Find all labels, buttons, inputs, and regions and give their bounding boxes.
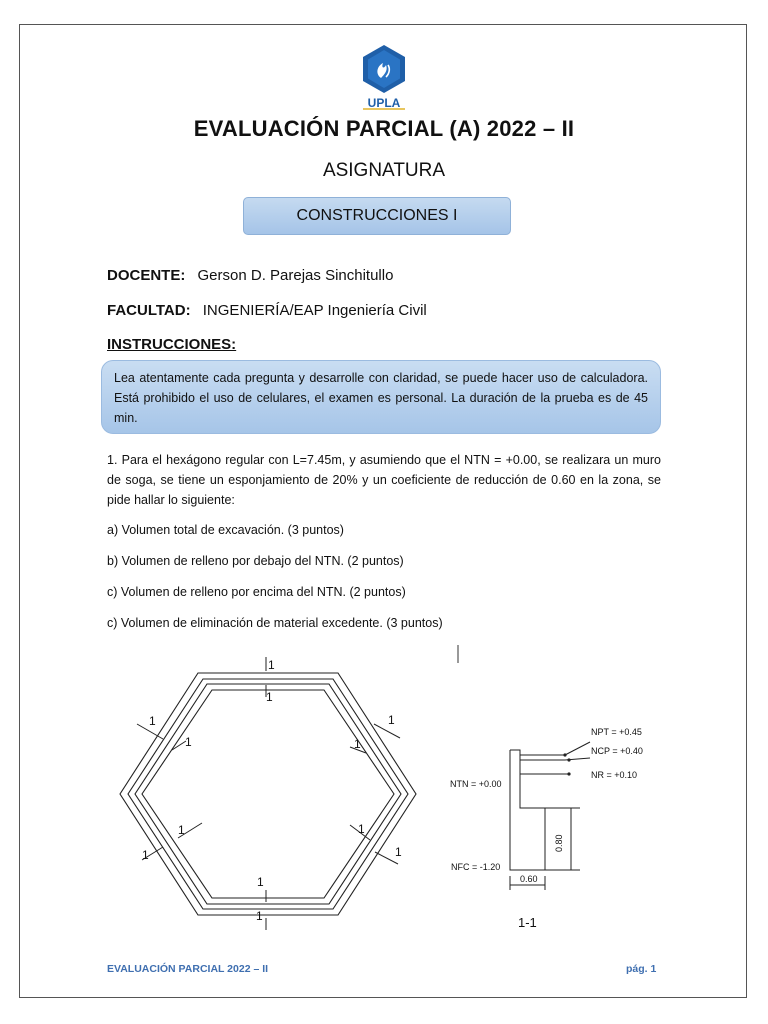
section-markers (142, 658, 402, 923)
hexagon-mid-inner (135, 684, 401, 904)
section-marker: 1 (388, 713, 395, 727)
technical-drawing (0, 640, 768, 940)
facultad-label: FACULTAD: (107, 302, 191, 319)
section-marker: 1 (268, 658, 275, 672)
course-name: CONSTRUCCIONES I (296, 207, 458, 224)
question-item-c1: c) Volumen de relleno por encima del NTN. (2 puntos) (107, 585, 406, 599)
footer-title: EVALUACIÓN PARCIAL 2022 – II (107, 963, 269, 975)
level-points (563, 753, 570, 775)
page-title: EVALUACIÓN PARCIAL (A) 2022 – II (193, 116, 575, 141)
ncp-label: NCP = +0.40 (591, 746, 643, 756)
course-badge (243, 197, 511, 235)
ntn-label: NTN = +0.00 (450, 779, 502, 789)
docente-line (107, 267, 393, 284)
level-labels (450, 727, 643, 884)
docente-value: Gerson D. Parejas Sinchitullo (197, 267, 394, 284)
question-item-a: a) Volumen total de excavación. (3 puntos) (107, 523, 344, 537)
section-marker: 1 (149, 714, 156, 728)
hexagon-mid-outer (128, 679, 408, 909)
nfc-label: NFC = -1.20 (451, 862, 501, 872)
facultad-value: INGENIERÍA/EAP Ingeniería Civil (202, 302, 427, 319)
wall-section (510, 742, 590, 890)
hexagon-inner (142, 690, 394, 898)
question-item-b: b) Volumen de relleno por debajo del NTN. (2 puntos) (107, 554, 404, 568)
section-marker: 1 (266, 690, 273, 704)
instrucciones-text: Lea atentamente cada pregunta y desarrolle con claridad, se puede hacer uso de calculadora. Está prohibido el uso de celulares, el examen es personal. La duración de la prueba es de 45 min. (114, 371, 648, 425)
section-marker: 1 (256, 909, 263, 923)
section-marker: 1 (358, 822, 365, 836)
section-marker: 1 (395, 845, 402, 859)
section-title: 1-1 (518, 915, 537, 930)
section-marker: 1 (178, 823, 185, 837)
nr-label: NR = +0.10 (591, 770, 638, 780)
question-item-c2: c) Volumen de eliminación de material excedente. (3 puntos) (107, 616, 443, 630)
section-marker: 1 (142, 848, 149, 862)
wall-profile (510, 750, 545, 870)
section-marker: 1 (354, 737, 361, 751)
page-number: pág. 1 (626, 963, 657, 975)
docente-label: DOCENTE: (107, 267, 186, 284)
instrucciones-heading: INSTRUCCIONES: (107, 336, 237, 353)
hexagon-plan (120, 673, 416, 915)
npt-label: NPT = +0.45 (591, 727, 642, 737)
question-text: 1. Para el hexágono regular con L=7.45m, y asumiendo que el NTN = +0.00, se realizara un muro de soga, se tiene un esponjamiento de 20% y un coeficiente de reducción de 0.60 en la zona, se pide hallar lo siguiente: (107, 453, 661, 507)
upla-logo (359, 44, 409, 110)
instrucciones-box (101, 360, 661, 434)
section-marker: 1 (185, 735, 192, 749)
logo-text: UPLA (367, 96, 401, 110)
facultad-line (107, 302, 427, 319)
dim-width-label: 0.60 (520, 874, 538, 884)
hexagon-outer (120, 673, 416, 915)
dim-height-label: 0.80 (554, 834, 564, 852)
page-subtitle: ASIGNATURA (322, 160, 446, 181)
section-marker: 1 (257, 875, 264, 889)
